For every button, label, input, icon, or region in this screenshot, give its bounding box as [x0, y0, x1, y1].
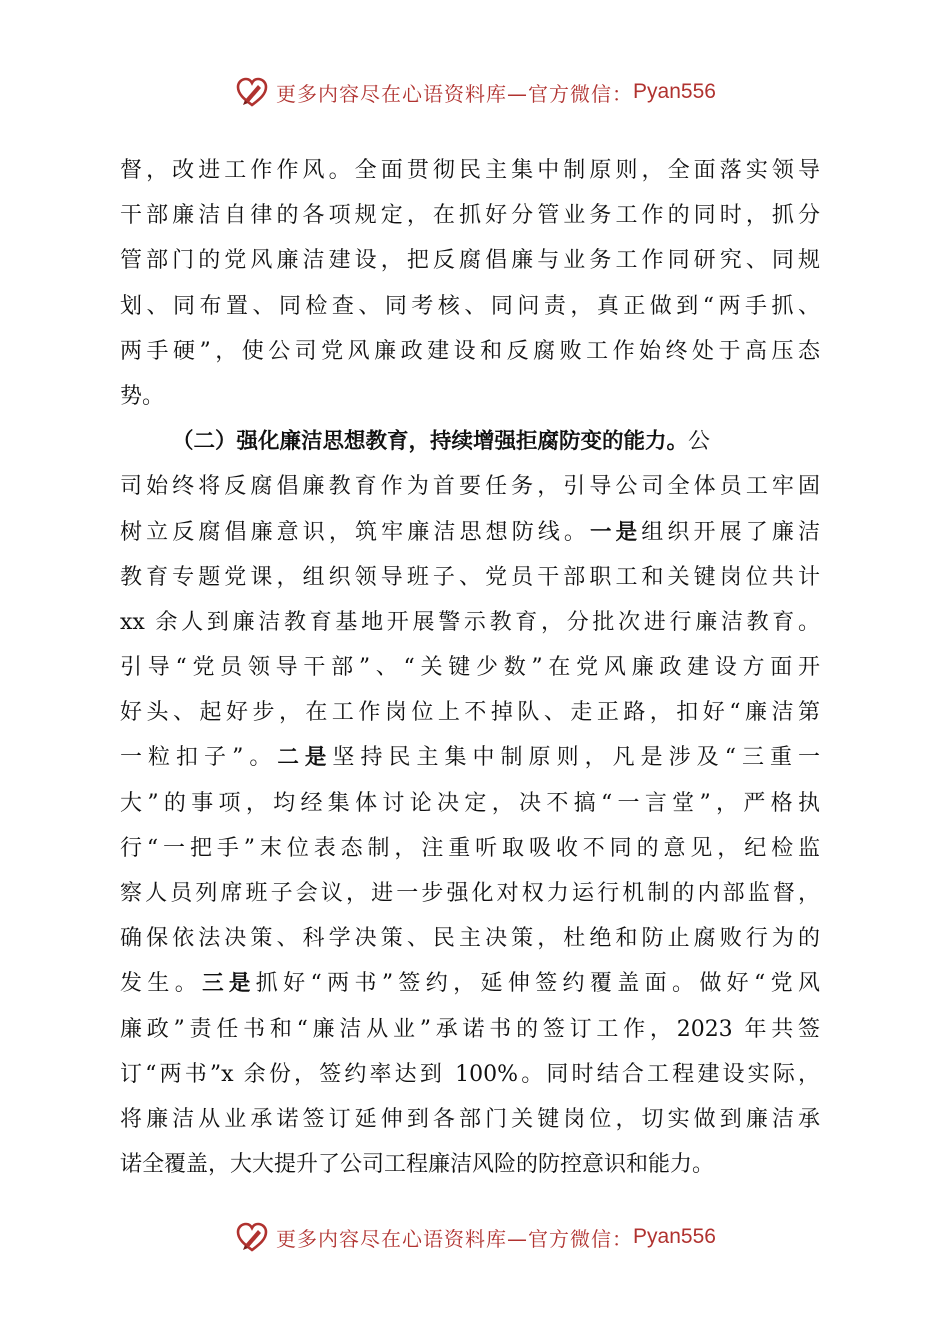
text-line: [120, 510, 820, 555]
marker-third: 三是: [202, 971, 256, 997]
text-line: 干部廉洁自律的各项规定，在抓好分管业务工作的同时，抓分: [120, 203, 820, 229]
text-line: 教育专题党课，组织领导班子、党员干部职工和关键岗位共计: [120, 564, 820, 590]
marker-second: 二是: [277, 745, 333, 771]
text-line: 确保依法决策、科学决策、民主决策，杜绝和防止腐败行为的: [120, 926, 820, 952]
text-line: 督，改进工作作风。全面贯彻民主集中制原则，全面落实领导: [120, 158, 820, 183]
text-line: 司始终将反腐倡廉教育作为首要任务，引导公司全体员工牢固: [120, 474, 820, 500]
marker-first: 一是: [590, 519, 642, 545]
text-line: 划、同布置、同检查、同考核、同问责，真正做到“两手抓、: [120, 293, 820, 319]
text-line: [120, 735, 820, 780]
text-line: 势。: [120, 383, 165, 409]
text-segment: 抓好“两书”签约，延伸签约覆盖面。做好“党风: [255, 971, 820, 997]
text-line: 廉政”责任书和“廉洁从业”承诺书的签订工作，2023 年共签: [120, 1016, 820, 1042]
text-segment: 树立反腐倡廉意识，筑牢廉洁思想防线。: [120, 519, 591, 545]
text-segment: 发生。: [120, 971, 203, 997]
watermark-wechat-id: Pyan556: [633, 1225, 716, 1248]
header-watermark: [0, 70, 950, 114]
text-line: 订“两书”x 余份，签约率达到 100%。同时结合工程建设实际，: [120, 1061, 820, 1087]
heading-tail: 公: [688, 429, 711, 455]
text-line: 大”的事项，均经集体讨论决定，决不搞“一言堂”，严格执: [120, 790, 820, 816]
text-segment: 组织开展了廉洁: [641, 519, 820, 545]
text-line: 管部门的党风廉洁建设，把反腐倡廉与业务工作同研究、同规: [120, 248, 820, 274]
text-line: [120, 961, 820, 1006]
heart-pen-logo-icon: [234, 1219, 270, 1255]
text-line: 将廉洁从业承诺签订延伸到各部门关键岗位，切实做到廉洁承: [120, 1106, 820, 1132]
text-segment: 一粒扣子”。: [120, 745, 278, 771]
text-line: xx 余人到廉洁教育基地开展警示教育，分批次进行廉洁教育。: [120, 609, 820, 635]
text-line: 两手硬”，使公司党风廉政建设和反腐败工作始终处于高压态: [120, 338, 820, 364]
heart-pen-logo-icon: [234, 74, 270, 110]
section-heading-line: [120, 419, 820, 464]
footer-watermark: [0, 1215, 950, 1259]
document-body: [120, 148, 820, 1187]
watermark-wechat-id: Pyan556: [633, 80, 716, 103]
text-line: 好头、起好步，在工作岗位上不掉队、走正路，扣好“廉洁第: [120, 700, 820, 726]
watermark-text: 更多内容尽在心语资料库—官方微信：: [276, 81, 634, 106]
watermark-text: 更多内容尽在心语资料库—官方微信：: [276, 1226, 634, 1251]
text-segment: 坚持民主集中制原则，凡是涉及“三重一: [332, 745, 820, 771]
section-heading: （二）强化廉洁思想教育，持续增强拒腐防变的能力。: [172, 429, 689, 455]
text-line: 察人员列席班子会议，进一步强化对权力运行机制的内部监督，: [120, 881, 820, 906]
text-line: 行“一把手”末位表态制，注重听取吸收不同的意见，纪检监: [120, 835, 820, 861]
text-line: 引导“党员领导干部”、“关键少数”在党风廉政建设方面开: [120, 655, 820, 681]
text-line: 诺全覆盖，大大提升了公司工程廉洁风险的防控意识和能力。: [120, 1152, 715, 1178]
